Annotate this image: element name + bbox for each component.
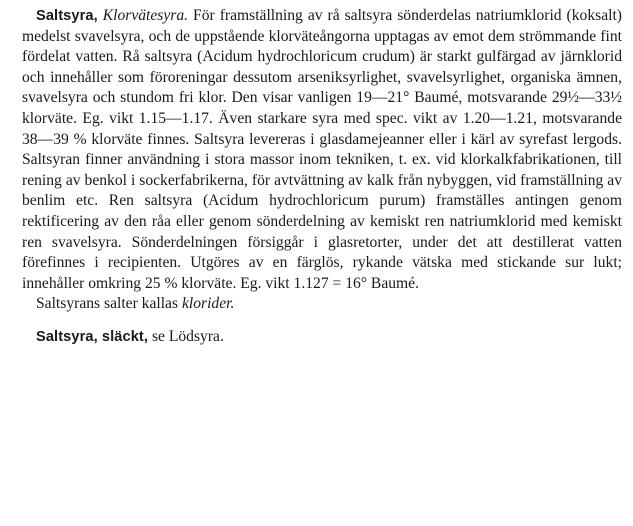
entry-saltsyra-slackt — [22, 327, 622, 348]
entry-salter — [22, 294, 622, 315]
cross-reference: se Lödsyra. — [151, 327, 224, 345]
entry-saltsyra — [22, 6, 622, 294]
italic-term: klorider. — [181, 295, 235, 313]
headword: Saltsyra, släckt, — [36, 328, 149, 345]
entry-body: För framställning av rå saltsyra sönderdelas natriumklorid (koksalt) medelst svavelsyra, och de uppstående klorväteångorna upptagas av emot dem strömmande fint fördelat vatten. Rå saltsyra (Acidum hydrochloricum crudum) är starkt gulfärgad av järnklorid och innehåller som föroreningar dessutom arseniksyrlighet, svavelsyrlighet, organiska ämnen, svavelsyra och stundom fri klor. Den visar vanligen 19—21° Baumé, motsvarande 29½—33½ klorväte. Eg. vikt 1.15—1.17. Även starkare syra med spec. vikt av 1.20—1.21, motsvarande 38—39 % klorväte finnes. Saltsyra levereras i glasdamejeanner eller i kärl av syrefast lergods. Saltsyran finner användning i stora massor inom tekniken, t. ex. vid klorkalkfabrikationen, till rening av benkol i sockerfabrikerna, för avtvättning av kalk från nybyggen, vid framställning av benlim etc. Ren saltsyra (Acidum hydrochloricum purum) framställes antingen genom rektificering av den råa eller genom sönderdelning av kemiskt ren natriumklorid med kemiskt ren svavelsyra. Sönderdelningen försiggår i glasretorter, under det att destillerat vatten förefinnes i recipienten. Utgöres av en färglös, rykande vätska med stickande sur lukt; innehåller omkring 25 % klorväte. Eg. vikt 1.127 = 16° Baumé. — [22, 7, 622, 292]
document-page — [22, 6, 622, 348]
synonym: Klorvätesyra. — [102, 7, 189, 24]
entry-body: Saltsyrans salter kallas — [36, 295, 179, 313]
headword: Saltsyra, — [36, 8, 98, 24]
